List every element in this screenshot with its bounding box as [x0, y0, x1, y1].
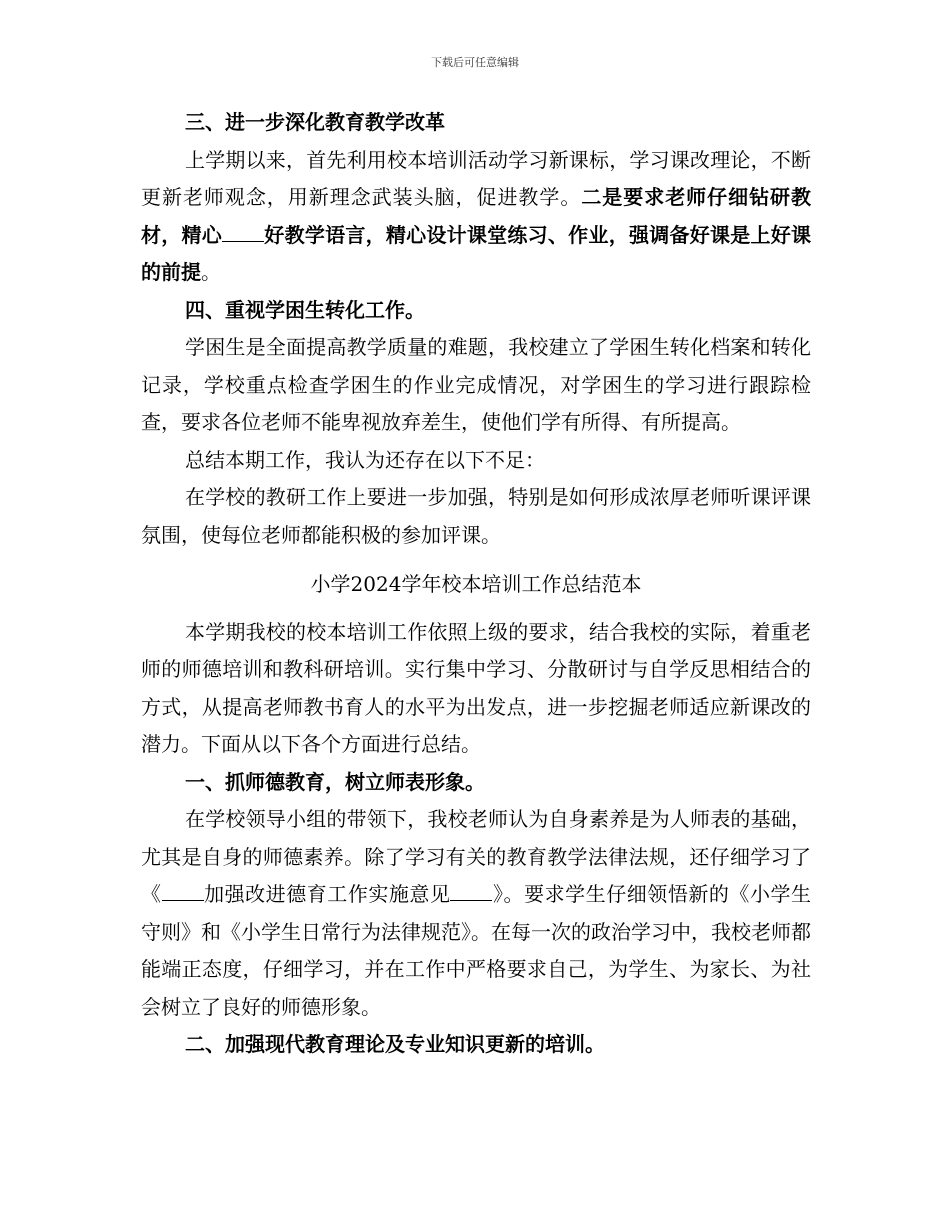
summary-paragraph: 在学校的教研工作上要进一步加强，特别是如何形成浓厚老师听课评课氛围，使每位老师都能积极的参加评课。 [141, 485, 811, 547]
section-heading-1: 一、抓师德教育，树立师表形象。 [185, 769, 485, 794]
blank-underline [450, 882, 492, 901]
reform-text-bold-2: 好教学语言，精心设计课堂练习、作业，强调备好课是上好课的前提 [141, 222, 812, 284]
section-heading-4: 四、重视学困生转化工作。 [185, 297, 425, 322]
reform-text-bold-1: 二是要求老师仔细钻研教材，精心 [141, 185, 812, 247]
paragraph-ethics [141, 801, 811, 1026]
ethics-text-c: 》。要求学生仔细领悟新的《小学生守则》和《小学生日常行为法律规范》。在每一次的政治学习中，我校老师都能端正态度，仔细学习，并在工作中严格要求自己，为学生、为家长、为社会树立了良好的师德形象。 [141, 882, 812, 1019]
intro-paragraph: 本学期我校的校本培训工作依照上级的要求，结合我校的实际，着重老师的师德培训和教科研培训。实行集中学习、分散研讨与自学反思相结合的方式，从提高老师教书育人的水平为出发点，进一步挖掘老师适应新课改的潜力。下面从以下各个方面进行总结。 [141, 619, 811, 756]
summary-intro: 总结本期工作，我认为还存在以下不足： [185, 447, 545, 472]
blank-underline [162, 882, 204, 901]
reform-text-regular: 上学期以来，首先利用校本培训活动学习新课标，学习课改理论，不断更新老师观念，用新理念武装头脑，促进教学。 [141, 147, 811, 209]
section-heading-3: 三、进一步深化教育教学改革 [185, 110, 445, 134]
paragraph-struggling-students: 学困生是全面提高教学质量的难题，我校建立了学困生转化档案和转化记录，学校重点检查学困生的作业完成情况，对学困生的学习进行跟踪检查，要求各位老师不能卑视放弃差生，使他们学有所得、有所提高。 [141, 335, 811, 434]
section-heading-2: 二、加强现代教育理论及专业知识更新的培训。 [185, 1032, 605, 1056]
page-header: 下载后可任意编辑 [431, 56, 519, 69]
paragraph-teaching-reform [141, 142, 811, 292]
reform-text-end: 。 [201, 260, 221, 284]
document-title: 小学2024学年校本培训工作总结范本 [310, 572, 642, 596]
ethics-text-b: 加强改进德育工作实施意见 [203, 882, 451, 906]
document-body [141, 104, 811, 1064]
blank-underline [222, 223, 264, 242]
ethics-text-a: 在学校领导小组的带领下，我校老师认为自身素养是为人师表的基础，尤其是自身的师德素养。除了学习有关的教育教学法律法规，还仔细学习了《 [141, 807, 811, 906]
